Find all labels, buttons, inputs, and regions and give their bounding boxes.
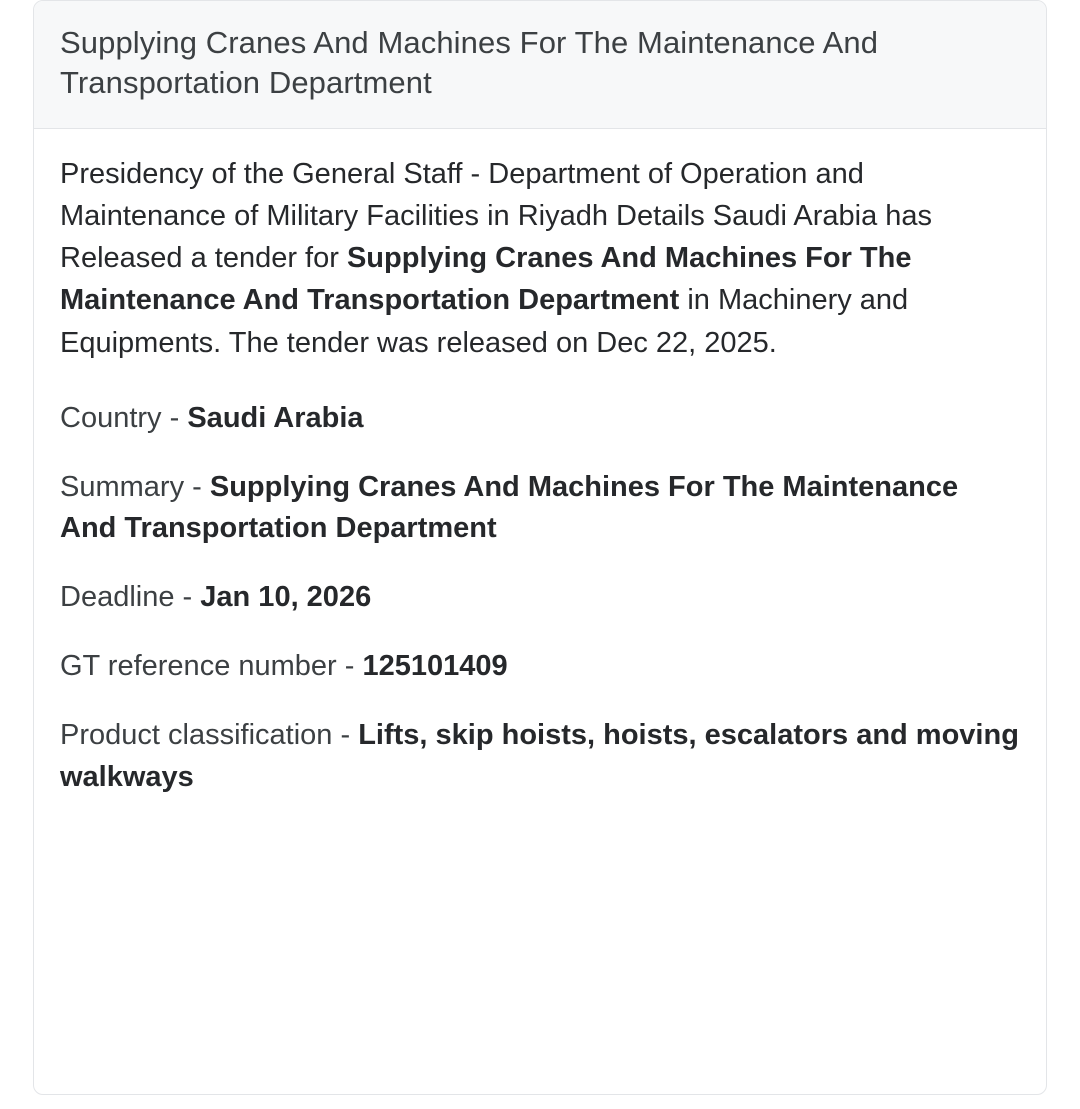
card-body bbox=[34, 129, 1046, 827]
field-separator: - bbox=[340, 719, 351, 752]
field-label: GT reference number bbox=[60, 650, 337, 683]
field-label: Deadline bbox=[60, 581, 175, 614]
field-label: Summary bbox=[60, 470, 185, 503]
field-value: 125101409 bbox=[362, 650, 508, 683]
tender-description bbox=[60, 153, 1020, 363]
description-part-1: Presidency of the General Staff - Department of Operation and Maintenance of Military Facilities in Riyadh Details Saudi Arabia has Released a tender for bbox=[60, 158, 933, 275]
field-separator: - bbox=[344, 650, 355, 683]
field-value: Jan 10, 2026 bbox=[200, 581, 372, 614]
field-gt-reference-number bbox=[60, 646, 1020, 687]
field-value: Saudi Arabia bbox=[187, 401, 364, 434]
field-product-classification bbox=[60, 715, 1020, 797]
field-deadline bbox=[60, 577, 1020, 618]
field-separator: - bbox=[192, 470, 202, 503]
field-label: Country bbox=[60, 401, 162, 434]
description-part-2: in Machinery and Equipments. The tender was released on Dec 22, 2025. bbox=[60, 284, 909, 359]
field-separator: - bbox=[182, 581, 193, 614]
field-value: Supplying Cranes And Machines For The Maintenance And Transportation Department bbox=[60, 470, 959, 544]
field-label: Product classification bbox=[60, 719, 333, 752]
tender-card bbox=[33, 0, 1047, 1095]
description-highlight: Supplying Cranes And Machines For The Maintenance And Transportation Department bbox=[60, 242, 912, 317]
card-header bbox=[34, 1, 1046, 129]
page-title: Supplying Cranes And Machines For The Maintenance And Transportation Department bbox=[60, 25, 879, 100]
field-separator: - bbox=[169, 401, 180, 434]
field-country bbox=[60, 398, 1020, 439]
field-value: Lifts, skip hoists, hoists, escalators and moving walkways bbox=[60, 719, 1019, 793]
field-summary bbox=[60, 467, 1020, 549]
